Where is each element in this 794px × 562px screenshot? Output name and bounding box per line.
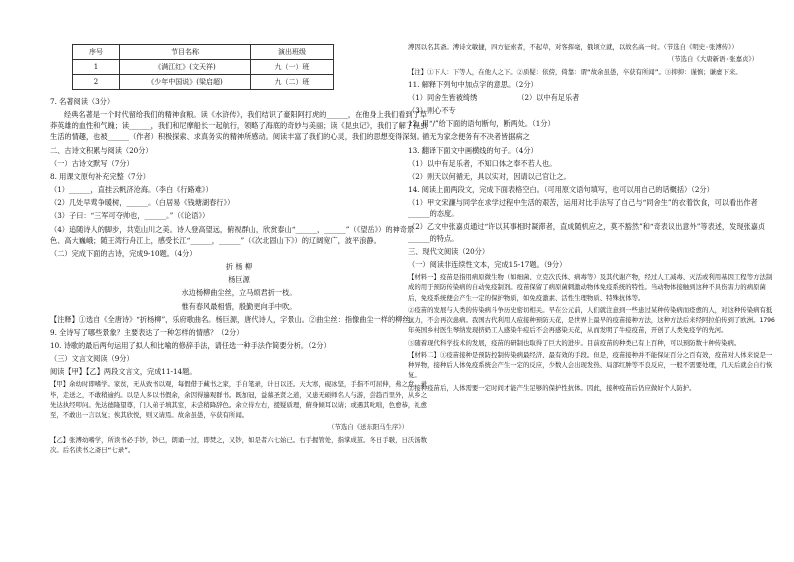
question-8-2: （2）几处早莺争暖树，______。（白居易《钱塘湖春行》） <box>50 198 235 208</box>
poem-line-1: 水边杨柳曲尘丝，立马烦君折一枝。 <box>181 288 297 298</box>
table-header-row <box>73 45 334 60</box>
poem-note: 【注释】①选自《全唐诗》“折杨柳”，乐府歌曲名。杨巨源，唐代诗人，字景山。②曲尘丝：指像曲尘一样的柳丝。 <box>50 314 417 324</box>
material-1-part-3: ③随着现代科学技术的发展，疫苗的研制也取得了巨大的进步。目前疫苗的种类已有上百种，可以预防数十种传染病。 <box>408 338 741 347</box>
subsection-1-title: （一）古诗文默写（7分） <box>50 158 134 168</box>
question-13-2: （2）则天以何循无，具以实对，因请以己官让之。 <box>408 171 571 181</box>
reading-title: 阅读【甲】【乙】两段文言文，完成11-14题。 <box>50 367 197 377</box>
passage-jia: 【甲】余幼时即嗜学。家贫，无从致书以观，每假借于藏书之家，手自笔录，计日以还。天大寒，砚冰坚，手指不可屈伸，弗之怠。录毕，走送之，不敢稍逾约。以是人多以书假余，余因得遍观群书。既加冠，益慕圣贤之道，又患无硕师名人与游，尝趋百里外，从乡之先达执经叩问。先达德隆望尊，门人弟子填其室，未尝稍降辞色。余立侍左右，援疑质理，俯身倾耳以请；或遇其叱咄，色愈恭，礼愈至，不敢出一言以复；俟其欣悦，则又请焉。故余虽愚，卒获有所闻。 <box>50 380 428 420</box>
subsection-3-title: （三）文言文阅读（9分） <box>50 354 134 364</box>
question-8-4: （4）追随诗人的脚步，共览山川之美。诗人登高望远，俯视群山，欣赏泰山“______，______”（《望岳》）的神奇景色、高大巍峨；随王湾行舟江上，感受长江“______，______”（《次北固山下》）的辽阔宽广，波平浪静。 <box>50 224 415 245</box>
question-10: 10. 诗歌的最后两句运用了拟人和比喻的修辞手法，请任选一种手法作简要分析。（2分） <box>50 340 331 350</box>
question-11-2: （2）以中有足乐者 <box>517 92 580 102</box>
program-table <box>72 44 334 90</box>
question-8-title: 8. 用课文原句补充完整（7分） <box>50 171 150 181</box>
question-14: 14. 阅读上面两段文，完成下面表格空白。（可用原文语句填写，也可以用自己的话概括）（2分） <box>408 185 714 194</box>
question-11: 11. 解释下列句中加点字的意思。（2分） <box>408 79 538 89</box>
question-8-1: （1）______，直挂云帆济沧海。（李白《行路难》） <box>50 185 213 195</box>
question-14-2: （2）乙文中张嘉贞通过“许以其事相时凝滞者，直成随机应之，莫不豁然”和“奇表议出意外”等表述，发现张嘉贞______的特点。 <box>408 222 766 243</box>
poem-line-2: 惟有春风最相惜，殷勤更向手中吹。 <box>181 301 297 311</box>
subsection-4-title: （一）阅读非连续性文本，完成15-17题。（9分） <box>408 259 567 269</box>
poem-author: 杨巨源 <box>228 275 250 285</box>
table-cell: 《满江红》(文天祥) <box>120 60 251 75</box>
question-12: 12. 用“/”给下面的语句断句，断两处。（1分） <box>408 119 555 129</box>
table-row <box>73 75 334 90</box>
table-header-cell: 演出班级 <box>251 45 334 60</box>
material-1: 【材料一】疫苗是指用病原微生物（如细菌、立克次氏体、病毒等）及其代谢产物，经过人工减毒、灭活或利用基因工程等方法制成的用于预防传染病的自动免疫制剂。疫苗保留了病原菌刺激动物体免疫系统的特性。当动物体接触到这种不具伤害力的病原菌后，免疫系统便会产生一定的保护物质，如免疫激素、活性生理物质、特殊抗体等。 <box>408 273 773 302</box>
table-cell: 2 <box>73 75 120 90</box>
question-7-title: 7. 名著阅读（3分） <box>50 97 115 106</box>
right-column <box>408 42 778 395</box>
material-2: 【材料二】①疫苗接种是预防控制传染病最经济、最有效的手段。但是，疫苗接种并不能保证百分之百有效，疫苗对人体来说是一种异物，接种后人体免疫系统会产生一定的反应，少数人会出现发热、局部红肿等不良反应，一般不需要处理，几天后就会自行恢复。 <box>408 350 773 380</box>
passage-yi-start: 【乙】张溥幼嗜学，所读书必手钞，钞已，朗诵一过，即焚之，又钞，如是者六七始已。右手握管处，指掌成茧。冬日手皲，日沃汤数次。后名读书之斋曰“七录”。 <box>50 435 428 454</box>
question-8-3: （3）子曰：“三军可夺帅也，______。”（《论语》） <box>50 211 210 221</box>
section-2-title: 二、古诗文积累与阅读（20分） <box>50 145 153 155</box>
question-9: 9. 全诗写了哪些景象？主要表达了一种怎样的情感？（2分） <box>50 327 244 337</box>
passage-jia-source: （节选自《送东阳马生序》） <box>328 423 408 432</box>
question-11-1: （1）同舍生皆被绮绣 <box>408 92 478 102</box>
material-1-part-2: ②疫苗的发展与人类的传染病斗争历史密切相关。早在公元前，人们就注意到一些患过某种传染病而痊愈的人，对这种传染病有抵抗力，不会再次患病。我国古代利用人痘接种预防天花，是世界上最早的疫苗接种方法，这种方法后来经阿拉伯传到了欧洲。1796年英国乡村医生琴纳发现挤奶工人感染牛痘后不会再感染天花，从而发明了牛痘疫苗，开创了人类免疫学的先河。 <box>408 305 775 335</box>
passage-note: 【注】①下人：下等人，在他人之下。②质疑：依傍，倚靠：谓“故余虽愚，卒获有所闻”。③抑抑：谨慎；谦虚下来。 <box>408 67 742 76</box>
question-13-1: （1）以中有足乐者，不知口体之奉不若人也。 <box>408 158 557 168</box>
table-cell: 1 <box>73 60 120 75</box>
question-7-text: 经典名著是一个时代留给我们的精神食粮。读《水浒传》，我们结识了豪阳阿打虎的______，在他身上我们看到了草莽英雄的血性和气魄；读______，我们和尼摩船长一起航行，领略了海底的奇妙与美丽；读《昆虫记》，我们了解了昆虫生活的情趣，也被______（作者）积极探索、求真务实的精神所感动。阅读丰富了我们的心灵，我们的思想变得深刻。 <box>50 110 428 142</box>
poem-title: 折 杨 柳 <box>225 262 253 272</box>
question-11-items <box>408 92 778 103</box>
section-3-title: 三、现代文阅读（20分） <box>408 246 490 256</box>
table-cell: 九（二）班 <box>251 75 334 90</box>
left-column <box>50 44 428 457</box>
material-2-part-2: ②接种疫苗后，人体需要一定时间才能产生足够的保护性抗体。因此，接种疫苗后仍应做好个人防护。 <box>408 383 696 392</box>
passage-yi-source: （节选自《大唐新语·张嘉贞》） <box>667 55 758 64</box>
table-header-cell: 序号 <box>73 45 120 60</box>
table-cell: 九（一）班 <box>251 60 334 75</box>
table-cell: 《少年中国说》(梁启超) <box>120 75 251 90</box>
question-13: 13. 翻译下面文中画横线的句子。（4分） <box>408 145 538 155</box>
subsection-2-title: （二）完成下面的古诗，完成9-10题。（4分） <box>50 248 197 258</box>
passage-yi-continued: 溥因以名其斋。溥诗文敏捷，四方征索者，不起草，对客挥毫，俄顷立就，以故名高一时。（节选自《明史·张溥传》） <box>408 43 738 51</box>
question-12-sentence: 循无为家念便务有不决者皆据病之 <box>422 132 530 142</box>
question-11-3: （3）则心不专 <box>408 106 456 116</box>
question-14-1: （1）甲文宋濂与同学在求学过程中生活的艰苦，运用对比手法写了自己与“同舍生”的衣着饮食，可以看出作者______的态度。 <box>408 198 758 219</box>
table-row <box>73 60 334 75</box>
table-header-cell: 节目名称 <box>120 45 251 60</box>
